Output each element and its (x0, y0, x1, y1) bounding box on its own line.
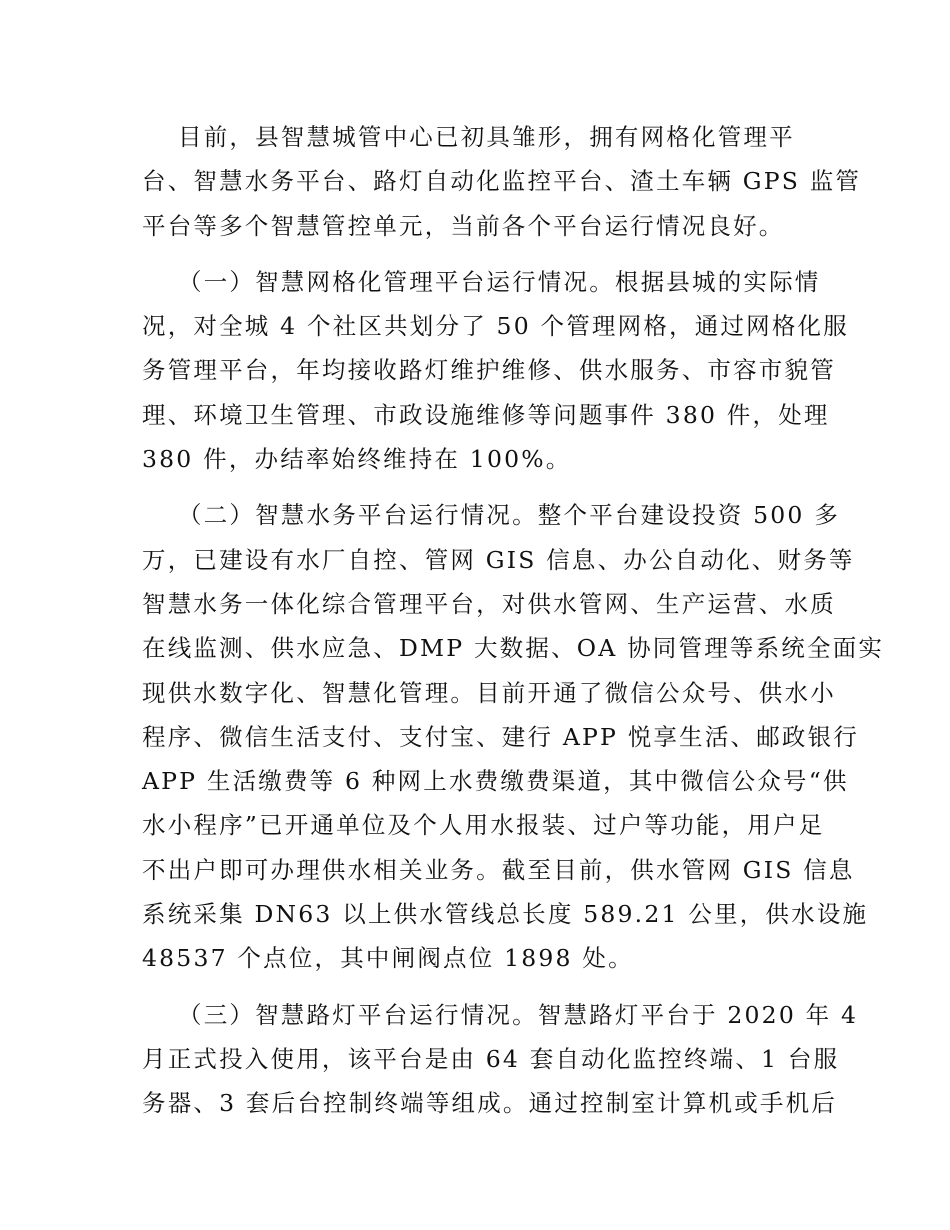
paragraph-smart-streetlight (142, 993, 859, 1126)
document-body (142, 115, 885, 1138)
text-line: 380 件，办结率始终维持在 100%。 (142, 445, 572, 474)
text-line: （一）智慧网格化管理平台运行情况。根据县城的实际情 (178, 267, 821, 296)
text-line: 理、环境卫生管理、市政设施维修等问题事件 380 件，处理 (142, 400, 830, 429)
text-line: 不出户即可办理供水相关业务。截至目前，供水管网 GIS 信息 (142, 855, 855, 884)
text-line: 月正式投入使用，该平台是由 64 套自动化监控终端、1 台服 (142, 1044, 840, 1073)
text-line: 目前，县智慧城管中心已初具雏形，拥有网格化管理平 (178, 123, 795, 151)
paragraph-grid-management (142, 260, 849, 481)
text-line: 况，对全城 4 个社区共划分了 50 个管理网格，通过网格化服 (142, 312, 849, 341)
text-line: 万，已建设有水厂自控、管网 GIS 信息、办公自动化、财务等 (142, 545, 855, 574)
text-line: （二）智慧水务平台运行情况。整个平台建设投资 500 多 (178, 501, 840, 530)
text-line: 务器、3 套后台控制终端等组成。通过控制室计算机或手机后 (142, 1089, 838, 1118)
text-line: （三）智慧路灯平台运行情况。智慧路灯平台于 2020 年 4 (178, 1000, 859, 1029)
text-line: 务管理平台，年均接收路灯维护维修、供水服务、市容市貌管 (142, 356, 836, 385)
text-line: APP 生活缴费等 6 种网上水费缴费渠道，其中微信公众号“供 (142, 767, 849, 796)
text-line: 现供水数字化、智慧化管理。目前开通了微信公众号、供水小 (142, 678, 836, 707)
text-line: 智慧水务一体化综合管理平台，对供水管网、生产运营、水质 (142, 589, 836, 618)
text-line: 平台等多个智慧管控单元，当前各个平台运行情况良好。 (142, 211, 785, 240)
text-line: 在线监测、供水应急、DMP 大数据、OA 协同管理等系统全面实 (142, 634, 885, 663)
text-line: 程序、微信生活支付、支付宝、建行 APP 悦享生活、邮政银行 (142, 722, 860, 751)
text-line: 台、智慧水务平台、路灯自动化监控平台、渣土车辆 GPS 监管 (142, 167, 862, 196)
paragraph-smart-water (142, 493, 885, 980)
paragraph-intro (142, 115, 862, 248)
text-line: 水小程序”已开通单位及个人用水报装、过户等功能，用户足 (142, 811, 825, 840)
text-line: 系统采集 DN63 以上供水管线总长度 589.21 公里，供水设施 (142, 900, 869, 929)
text-line: 48537 个点位，其中闸阀点位 1898 处。 (142, 944, 634, 973)
